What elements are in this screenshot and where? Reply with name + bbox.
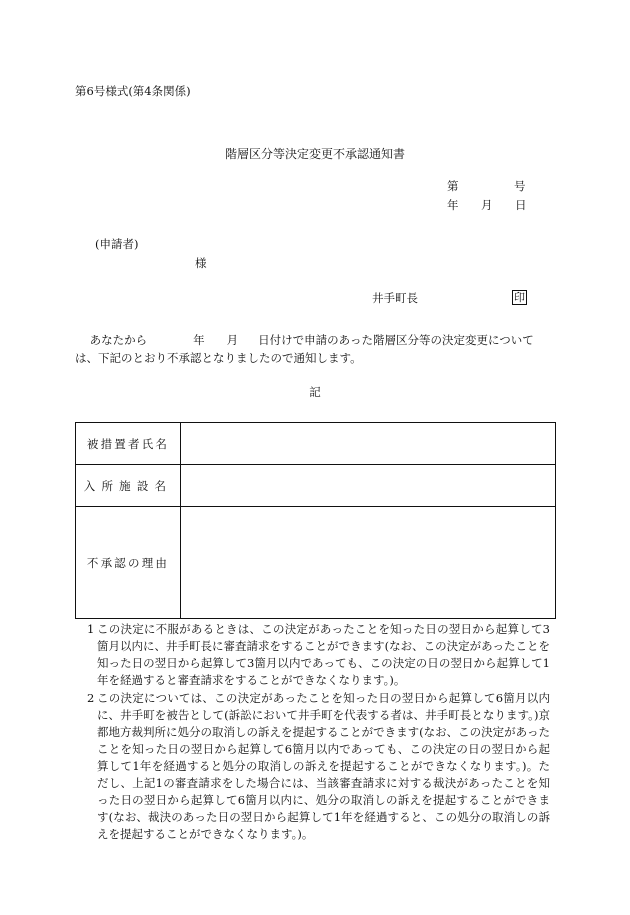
- seal-mark: 印: [514, 291, 525, 304]
- table-value[interactable]: [181, 423, 556, 465]
- note-text: この決定に不服があるときは、この決定があったことを知った日の翌日から起算して3箇月以内に、井手町長に審査請求をすることができます(なお、この決定があったことを知った日の翌日から起算して3箇月以内であっても、この決定の日の翌日から起算して1年を経過すると審査請求をすることができなくなります。)。: [97, 622, 550, 687]
- notes-list: [75, 621, 556, 844]
- note-number: 2: [87, 691, 95, 705]
- table-label: [76, 507, 181, 619]
- list-item: [75, 621, 556, 689]
- table-value[interactable]: [181, 465, 556, 507]
- table-label-text: 不承認の理由: [86, 555, 170, 570]
- note-text: この決定については、この決定があったことを知った日の翌日から起算して6箇月以内に、井手町を被告として(訴訟において井手町を代表する者は、井手町長となります。)京都地方裁判所に処分の取消しの訴えを提起することができます(なお、この決定があったことを知った日の翌日から起算して6箇月以内であっても、この決定の日の翌日から起算して1年を経過すると処分の取消しの訴えを提起することができなくなります。)。ただし、上記1の審査請求をした場合には、当該審査請求に対する裁決があったことを知った日の翌日から起算して6箇月以内に、処分の取消しの訴えを提起することができます(なお、裁決のあった日の翌日から起算して1年を経過すると、この処分の取消しの訴えを提起することができなくなります。)。: [97, 691, 550, 841]
- body-year: 年: [193, 333, 205, 347]
- honorific: 様: [195, 256, 207, 270]
- issuer-name: 井手町長: [372, 291, 418, 305]
- table-label-text: 入所施設名: [83, 478, 173, 493]
- body-part1: あなたから: [89, 333, 148, 347]
- table-label: [76, 465, 181, 507]
- table-row: [76, 507, 556, 619]
- table-label-text: 被措置者氏名: [86, 436, 170, 451]
- body-text: [75, 331, 555, 367]
- note-number: 1: [87, 622, 95, 636]
- table-value[interactable]: [181, 507, 556, 619]
- table-row: [76, 465, 556, 507]
- ki-heading: 記: [309, 385, 321, 399]
- date-month-label: 月: [481, 198, 493, 212]
- date-day-label: 日: [515, 198, 527, 212]
- applicant-label: (申請者): [95, 237, 139, 251]
- list-item: [75, 690, 556, 843]
- table-label: [76, 423, 181, 465]
- form-number: 第6号様式(第4条関係): [75, 84, 191, 98]
- page-title: 階層区分等決定変更不承認通知書: [224, 147, 405, 161]
- form-table: [75, 422, 556, 619]
- date-year-label: 年: [447, 198, 459, 212]
- doc-number-suffix: 号: [514, 179, 526, 193]
- doc-number-label: 第: [447, 179, 459, 193]
- table-row: [76, 423, 556, 465]
- body-month: 月: [226, 333, 239, 347]
- body-part2: 日付けで申請のあった階層区分等の決定変更については、下記のとおり不承認となりましたので通知します。: [75, 333, 534, 365]
